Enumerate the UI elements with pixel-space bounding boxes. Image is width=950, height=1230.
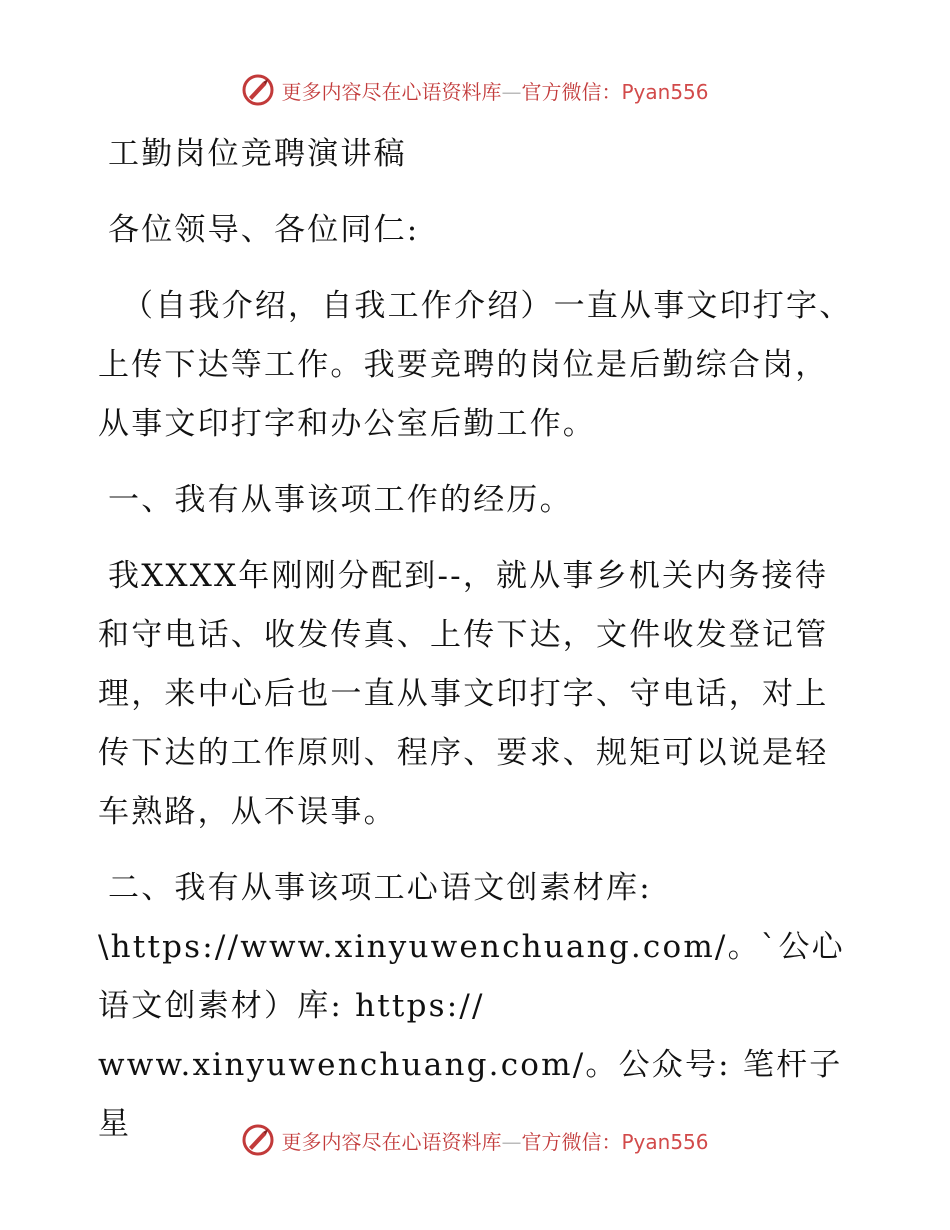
salutation: 各位领导、各位同仁:	[108, 212, 420, 248]
banner-wechat-id: Pyan556	[621, 79, 709, 104]
banner-wechat-id: Pyan556	[621, 1129, 709, 1154]
paragraph-link-1: \https://www.xinyuwenchuang.com/。`公心语文创素材）库: https://	[98, 929, 845, 1024]
banner-separator: —	[501, 79, 522, 104]
paragraph-experience: 我XXXX年刚刚分配到--，就从事乡机关内务接待和守电话、收发传真、上传下达，文件收发登记管理，来中心后也一直从事文印打字、守电话，对上传下达的工作原则、程序、要求、规矩可以说是轻车熟路，从不误事。	[98, 558, 829, 830]
paragraph-intro: （自我介绍，自我工作介绍）一直从事文印打字、上传下达等工作。我要竞聘的岗位是后勤综合岗，从事文印打字和办公室后勤工作。	[98, 288, 853, 442]
banner-text	[281, 1126, 708, 1155]
banner-text	[281, 76, 708, 105]
banner-brand-text: 更多内容尽在心语资料库	[281, 1129, 502, 1154]
banner-brand-text: 更多内容尽在心语资料库	[281, 79, 502, 104]
document-body	[98, 125, 858, 1154]
section-heading-1: 一、我有从事该项工作的经历。	[108, 482, 573, 518]
banner-wechat-label: 官方微信：	[521, 79, 622, 104]
banner-wechat-label: 官方微信：	[521, 1129, 622, 1154]
header-banner	[0, 70, 950, 110]
footer-banner	[0, 1120, 950, 1160]
paragraph-link-2: www.xinyuwenchuang.com/。公众号: 笔杆子星	[98, 1047, 843, 1142]
section-heading-2: 二、我有从事该项工心语文创素材库:	[108, 870, 652, 906]
quill-pen-logo-icon	[241, 1123, 275, 1157]
banner-separator: —	[501, 1129, 522, 1154]
quill-pen-logo-icon	[241, 73, 275, 107]
document-title: 工勤岗位竞聘演讲稿	[108, 136, 407, 172]
